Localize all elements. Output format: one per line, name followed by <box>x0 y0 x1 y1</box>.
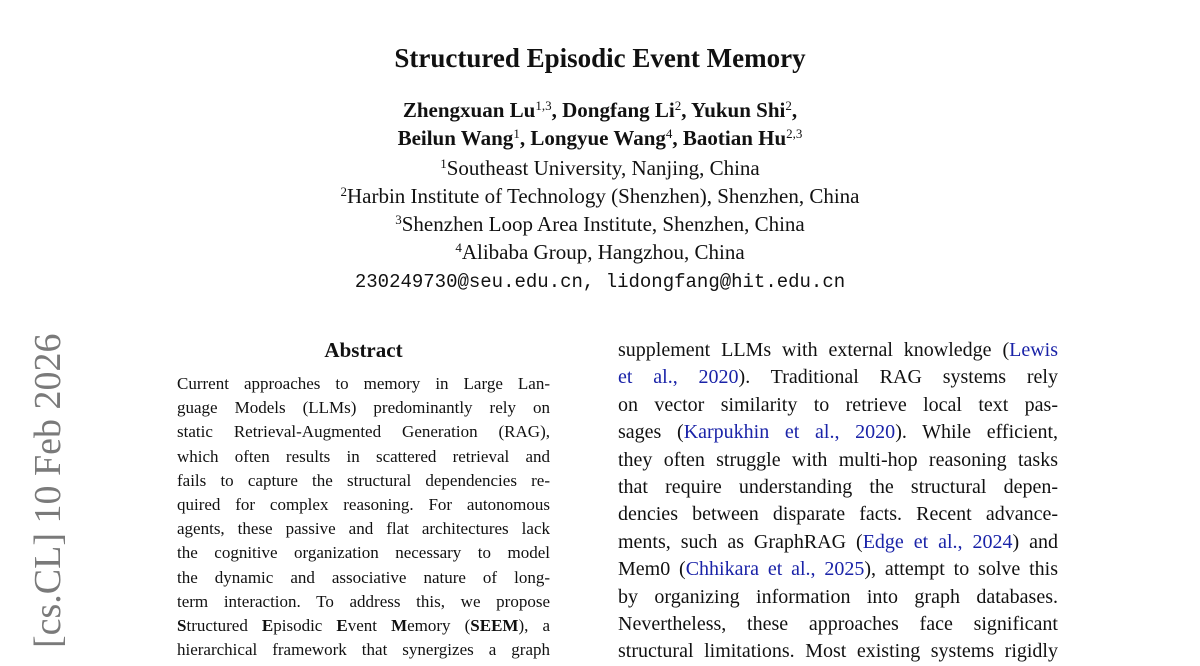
author-name: Yukun Shi <box>690 98 786 122</box>
affiliation: $^1$Southeast University, Nanjing, China <box>440 156 760 180</box>
body-line: Nevertheless, these approaches face significant <box>618 612 1058 635</box>
citation-link[interactable]: Lewis <box>1009 339 1058 361</box>
body-line: sages (Karpukhin et al., 2020). While efficient, <box>618 421 1059 444</box>
author-list <box>0 96 1200 152</box>
abstract-body <box>177 372 550 662</box>
paper-title: Structured Episodic Event Memory <box>394 43 806 73</box>
author-line-2: Beilun Wang$^1$, Longyue Wang$^4$, Baotian Hu$^{2,3}$ <box>397 126 803 150</box>
abstract-line: which often results in scattered retrieval and <box>177 446 550 466</box>
citation-link[interactable]: Karpukhin et al., 2020 <box>683 421 896 444</box>
abstract-line: the cognitive organization necessary to model <box>177 543 550 563</box>
citation-link[interactable]: Chhikara et al., 2025 <box>685 558 865 581</box>
abstract-line: the dynamic and associative nature of long- <box>177 567 550 587</box>
abstract-heading: Abstract <box>324 338 403 362</box>
author-line-1: Zhengxuan Lu$^{1,3}$, Dongfang Li$^2$, Yukun Shi$^2$, <box>402 98 798 122</box>
body-line: et al., 2020). Traditional RAG systems rely <box>618 366 1058 389</box>
author-affil-sup: 2 <box>785 98 792 113</box>
abstract-line: agents, these passive and flat architectures lack <box>177 519 550 539</box>
author-affil-sup: 2,3 <box>786 126 803 141</box>
citation-link[interactable]: et al., 2020 <box>618 366 739 389</box>
author-emails[interactable]: 230249730@seu.edu.cn, lidongfang@hit.edu.cn <box>354 271 846 293</box>
body-line: ments, such as GraphRAG (Edge et al., 2024) and <box>618 530 1058 553</box>
abstract-line: hierarchical framework that synergizes a graph <box>177 640 550 660</box>
affiliation-list <box>0 154 1200 266</box>
author-name: Zhengxuan Lu <box>402 98 536 122</box>
author-affil-sup: 4 <box>665 126 673 141</box>
author-affil-sup: 1,3 <box>535 98 552 113</box>
body-line: that require understanding the structural depen- <box>618 475 1058 498</box>
author-name: Dongfang Li <box>562 98 675 122</box>
author-affil-sup: 1 <box>513 126 520 141</box>
abstract-line: quired for complex reasoning. For autonomous <box>177 494 550 514</box>
author-name: Baotian Hu <box>682 126 787 150</box>
body-line: they often struggle with multi-hop reasoning tasks <box>618 448 1058 471</box>
author-name: Beilun Wang <box>397 126 514 150</box>
abstract-line: term interaction. To address this, we propose <box>177 591 550 611</box>
arxiv-stamp: [cs.CL] 10 Feb 2026 <box>27 333 69 648</box>
abstract-line: guage Models (LLMs) predominantly rely on <box>177 398 550 418</box>
body-line: Mem0 (Chhikara et al., 2025), attempt to solve this <box>618 558 1058 581</box>
seem-acronym: SEEM <box>470 615 519 635</box>
abstract-line-seem: Structured Episodic Event Memory (SEEM), a <box>177 615 550 635</box>
citation-link[interactable]: Edge et al., 2024 <box>862 530 1013 553</box>
author-affil-sup: 2 <box>674 98 682 113</box>
affiliation: $^4$Alibaba Group, Hangzhou, China <box>455 240 745 264</box>
body-line: structural limitations. Most existing systems rigidly <box>618 640 1058 663</box>
intro-column <box>618 337 1058 666</box>
abstract-line: fails to capture the structural dependencies re- <box>177 470 550 490</box>
author-name: Longyue Wang <box>530 126 666 150</box>
body-line: on vector similarity to retrieve local text pas- <box>618 393 1058 416</box>
abstract-line: static Retrieval-Augmented Generation (RAG), <box>177 422 550 442</box>
abstract-line: Current approaches to memory in Large Lan- <box>177 374 550 393</box>
affiliation: $^3$Shenzhen Loop Area Institute, Shenzhen, China <box>395 212 805 236</box>
body-line: dencies between disparate facts. Recent advance- <box>618 503 1058 526</box>
body-line: supplement LLMs with external knowledge (Lewis <box>618 339 1058 361</box>
affiliation: $^2$Harbin Institute of Technology (Shenzhen), Shenzhen, China <box>340 184 860 208</box>
body-line: by organizing information into graph databases. <box>618 585 1058 608</box>
